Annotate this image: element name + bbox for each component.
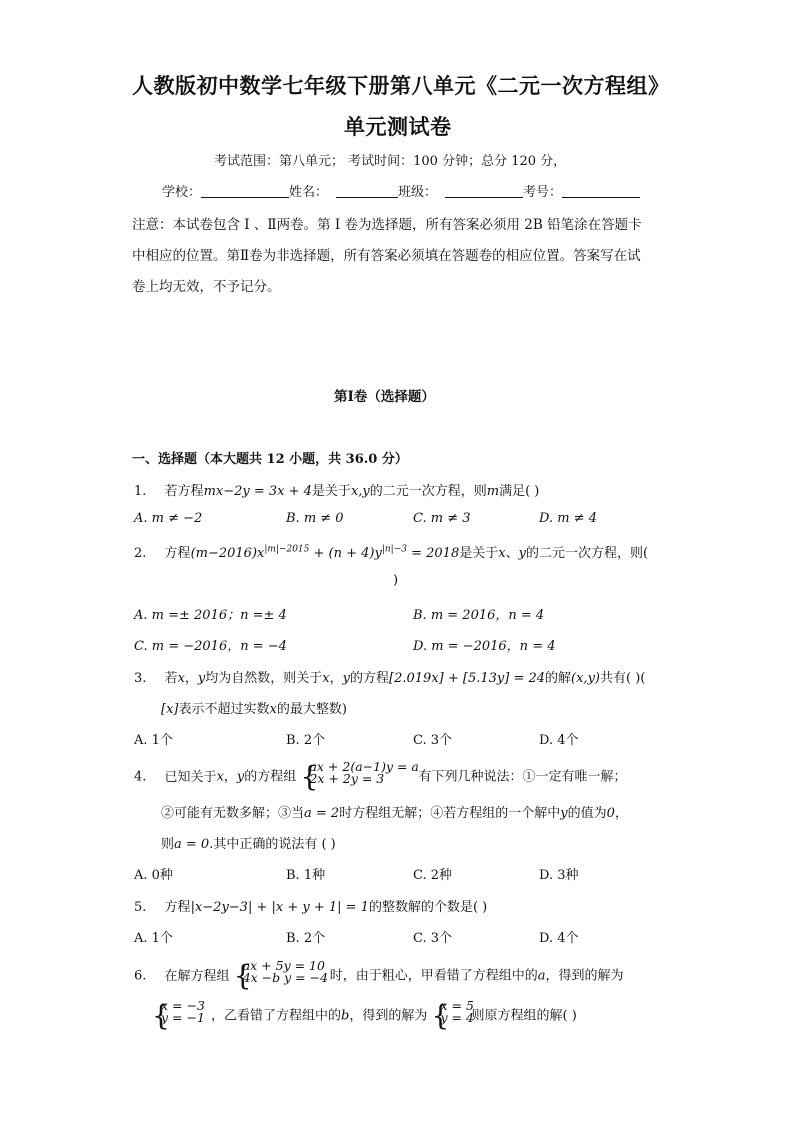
question-6: 6. 在解方程组 { ax + 5y = 10 4x −b y = −4 时，由于粗心，甲看错了方程组中的a，得到的解为 xyxy=(134,958,624,992)
q4-option-b[interactable]: B. 1种 xyxy=(286,868,326,883)
title-line-1: 人教版初中数学七年级下册第八单元《二元一次方程组》 xyxy=(132,73,670,98)
q2-continuation: ) xyxy=(393,573,399,588)
number-field[interactable] xyxy=(562,183,640,198)
q4-line-3: 则a = 0.其中正确的说法有 ( ) xyxy=(161,837,336,852)
q2-option-c[interactable]: C. m = −2016，n = −4 xyxy=(134,639,287,654)
q3-option-a[interactable]: A. 1个 xyxy=(134,733,173,748)
q3-option-b[interactable]: B. 2个 xyxy=(286,733,326,748)
q6-line-2: { x = −3 y = −1 ，乙看错了方程组中的b，得到的解为 { x = 5 y = 4 则原方程组的解( ) xyxy=(152,998,577,1032)
volume-title: 第Ⅰ卷（选择题） xyxy=(334,389,435,405)
q2-option-d[interactable]: D. m = −2016，n = 4 xyxy=(413,639,556,654)
q5-option-a[interactable]: A. 1个 xyxy=(134,931,173,946)
q4-option-c[interactable]: C. 2种 xyxy=(413,868,453,883)
question-number: 6. xyxy=(134,968,147,984)
question-1: 1. 若方程mx−2y = 3x + 4是关于x,y的二元一次方程，则m满足( ) xyxy=(134,484,540,499)
solution-system: { x = −3 y = −1 xyxy=(152,998,205,1032)
student-info-row xyxy=(162,181,640,200)
question-number: 2. xyxy=(134,546,147,561)
question-4: 4. 已知关于x，y的方程组 { ax + 2(a−1)y = a 2x + 2y = 3 有下列几种说法：①一定有唯一解； xyxy=(134,759,627,793)
question-5: 5. 方程|x−2y−3| + |x + y + 1| = 1的整数解的个数是( ) xyxy=(134,900,488,915)
title-line-2: 单元测试卷 xyxy=(344,114,452,139)
class-label: 班级： xyxy=(398,185,438,200)
school-label: 学校： xyxy=(162,185,202,200)
question-3: 3. 若x，y均为自然数，则关于x，y的方程[2.019x] + [5.13y] = 24的解(x,y)共有( )( xyxy=(134,671,646,686)
notice-line-2: 中相应的位置。第Ⅱ卷为非选择题，所有答案必须填在答题卷的相应位置。答案写在试 xyxy=(132,248,641,264)
q3-option-c[interactable]: C. 3个 xyxy=(413,733,453,748)
equation-system: { ax + 2(a−1)y = a 2x + 2y = 3 xyxy=(300,759,419,793)
exam-info: 考试范围：第八单元； 考试时间：100 分钟；总分 120 分， xyxy=(214,154,567,169)
question-number: 3. xyxy=(134,671,147,686)
q3-line-2: [x]表示不超过实数x的最大整数) xyxy=(161,702,347,717)
question-number: 5. xyxy=(134,900,147,915)
question-number: 1. xyxy=(134,484,147,499)
q1-option-a[interactable]: A. m ≠ −2 xyxy=(134,511,203,526)
solution-system: { x = 5 y = 4 xyxy=(431,998,474,1032)
name-field[interactable] xyxy=(336,183,398,198)
equation-system: { ax + 5y = 10 4x −b y = −4 xyxy=(233,958,329,992)
q3-option-d[interactable]: D. 4个 xyxy=(539,733,579,748)
q4-option-d[interactable]: D. 3种 xyxy=(539,868,579,883)
q4-line-2: ②可能有无数多解；③当a = 2时方程组无解；④若方程组的一个解中y的值为0， xyxy=(161,806,628,821)
notice-line-3: 卷上均无效，不予记分。 xyxy=(132,279,281,295)
number-label: 考号： xyxy=(523,185,563,200)
question-number: 4. xyxy=(134,769,147,785)
q1-option-d[interactable]: D. m ≠ 4 xyxy=(539,511,597,526)
class-field[interactable] xyxy=(445,183,523,198)
q5-option-c[interactable]: C. 3个 xyxy=(413,931,453,946)
q5-option-b[interactable]: B. 2个 xyxy=(286,931,326,946)
question-2: 2. 方程$(m-2016)x^{|m|-2015} + (n + 4)y^{|n|-3} = 2018$是关于x、y的二元一次方程，则( xyxy=(134,544,649,561)
name-label: 姓名： xyxy=(289,185,329,200)
part-title: 一、选择题（本大题共 12 小题，共 36.0 分） xyxy=(132,452,408,467)
q2-option-b[interactable]: B. m = 2016，n = 4 xyxy=(413,608,545,623)
q2-option-a[interactable]: A. m =± 2016；n =± 4 xyxy=(134,608,287,623)
q1-option-c[interactable]: C. m ≠ 3 xyxy=(413,511,471,526)
school-field[interactable] xyxy=(201,183,289,198)
q1-option-b[interactable]: B. m ≠ 0 xyxy=(286,511,344,526)
notice-line-1: 注意：本试卷包含 Ⅰ 、Ⅱ两卷。第 Ⅰ 卷为选择题，所有答案必须用 2B 铅笔涂在答题卡 xyxy=(132,217,642,233)
q4-option-a[interactable]: A. 0种 xyxy=(134,868,173,883)
q5-option-d[interactable]: D. 4个 xyxy=(539,931,579,946)
